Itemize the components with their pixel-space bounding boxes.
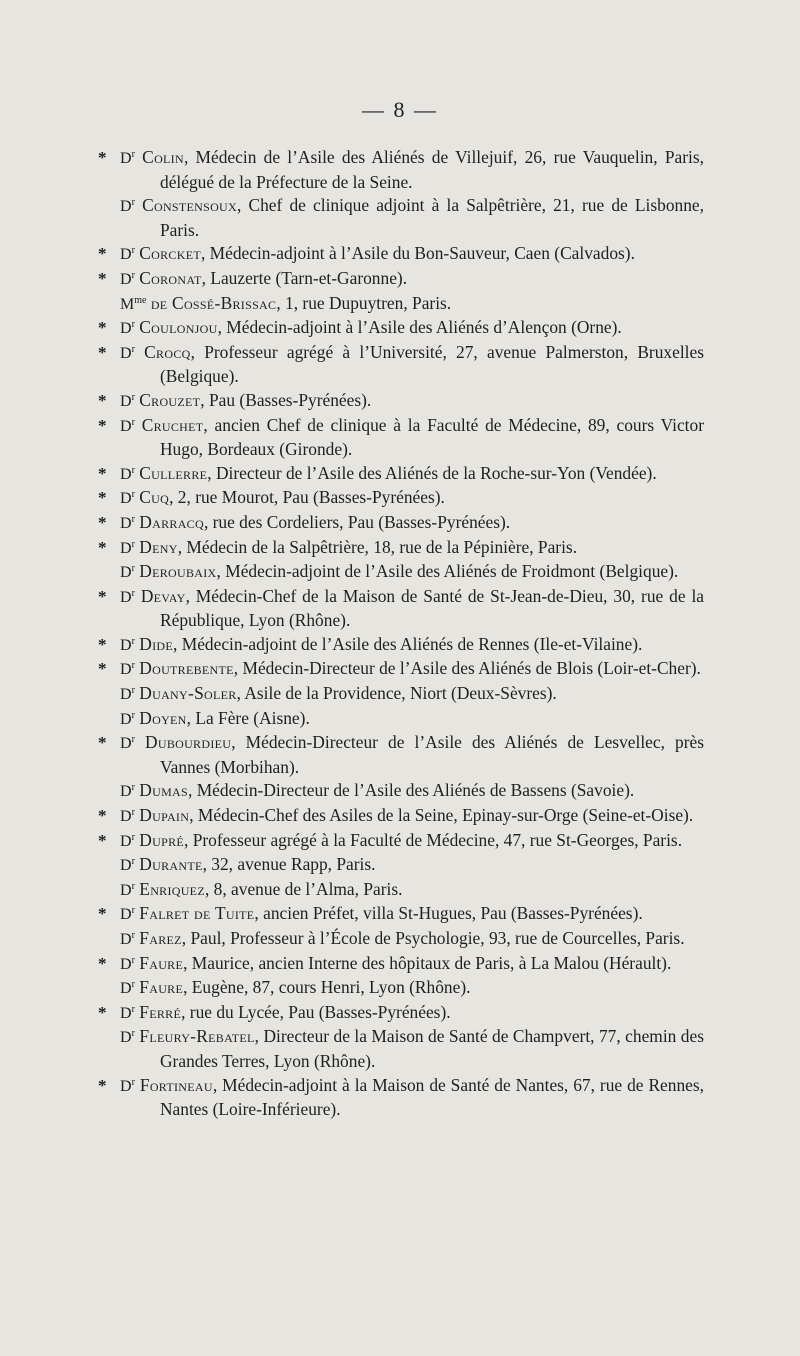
member-entry <box>98 194 704 242</box>
member-name: Duany-Soler <box>139 683 237 704</box>
member-entry <box>98 976 704 1001</box>
member-entry <box>98 1001 704 1026</box>
member-title: $D^r$ <box>120 391 135 410</box>
member-title: $D^r$ <box>120 1028 135 1047</box>
member-title: $D^r$ <box>120 538 135 557</box>
asterisk-mark: * <box>98 634 107 654</box>
member-title: $D^r$ <box>120 489 135 508</box>
member-name: Crocq <box>144 341 191 362</box>
member-title: $D^r$ <box>120 734 135 753</box>
member-title: $D^r$ <box>120 197 135 216</box>
member-details: , Médecin-Directeur de l’Asile des Aliénés de Blois (Loir-et-Cher). <box>233 658 701 679</box>
asterisk-mark: * <box>98 733 107 753</box>
asterisk-mark: * <box>98 830 107 850</box>
member-entry <box>98 952 704 977</box>
member-title: $D^r$ <box>120 709 135 728</box>
member-title: $D^r$ <box>120 1003 135 1022</box>
asterisk-mark: * <box>98 463 107 483</box>
member-name: Coulonjou <box>139 317 218 338</box>
member-name: de Cossé-Brissac <box>150 292 277 313</box>
member-entry <box>98 560 704 585</box>
member-details: , Maurice, ancien Interne des hôpitaux de Paris, à La Malou (Hérault). <box>183 952 672 973</box>
member-title: $D^r$ <box>120 930 135 948</box>
member-details: , Médecin-adjoint à la Maison de Santé de Nantes, 67, rue de Rennes, Nantes (Loire-Inférieure). <box>160 1074 704 1120</box>
asterisk-mark: * <box>98 953 107 973</box>
asterisk-mark: * <box>98 318 107 338</box>
member-name: Farez <box>139 928 182 948</box>
member-details: , Médecin-Directeur de l’Asile des Aliénés de Lesvellec, près Vannes (Morbihan). <box>160 732 704 777</box>
member-entry <box>98 536 704 561</box>
member-details: , Médecin-Chef de la Maison de Santé de St-Jean-de-Dieu, 30, rue de la République, Lyon (Rhône). <box>160 585 704 631</box>
member-name: Dubourdieu <box>145 732 232 753</box>
member-title: $D^r$ <box>120 319 135 338</box>
asterisk-mark: * <box>98 244 107 264</box>
member-entry <box>98 1074 704 1122</box>
member-name: Darracq <box>139 511 204 532</box>
asterisk-mark: * <box>98 342 107 362</box>
member-name: Coronat <box>139 267 202 288</box>
member-details: , 32, avenue Rapp, Paris. <box>202 854 376 875</box>
member-entry <box>98 292 704 317</box>
member-title: $D^r$ <box>120 416 135 435</box>
member-entry <box>98 389 704 414</box>
member-name: Doyen <box>139 707 187 728</box>
member-name: Corcket <box>139 243 201 264</box>
asterisk-mark: * <box>98 904 107 924</box>
member-entry <box>98 414 704 462</box>
member-title: $D^r$ <box>120 905 135 924</box>
asterisk-mark: * <box>98 806 107 826</box>
member-entry <box>98 585 704 633</box>
member-entry <box>98 341 704 389</box>
member-entry <box>98 682 704 707</box>
member-name: Cruchet <box>141 414 204 435</box>
member-details: , Directeur de la Maison de Santé de Champvert, 77, chemin des Grandes Terres, Lyon (Rhône). <box>160 1026 704 1071</box>
member-details: , ancien Chef de clinique à la Faculté de Médecine, 89, cours Victor Hugo, Bordeaux (Gironde). <box>160 414 705 460</box>
member-details: , Lauzerte (Tarn-et-Garonne). <box>201 267 408 288</box>
member-name: Faure <box>139 977 184 998</box>
member-title: $D^r$ <box>120 880 135 899</box>
member-entry <box>98 486 704 511</box>
member-name: Faure <box>139 952 184 973</box>
member-name: Durante <box>139 854 203 875</box>
member-name: Falret de Tuite <box>139 903 255 924</box>
page-number: — 8 — <box>362 97 438 122</box>
member-entry <box>98 511 704 536</box>
member-details: , Médecin-adjoint de l’Asile des Aliénés de Rennes (Ile-et-Vilaine). <box>173 633 643 654</box>
asterisk-mark: * <box>98 390 107 410</box>
member-title: $D^r$ <box>120 979 135 998</box>
member-details: , La Fère (Aisne). <box>186 707 310 728</box>
asterisk-mark: * <box>98 537 107 557</box>
member-details: , Eugène, 87, cours Henri, Lyon (Rhône). <box>183 977 471 998</box>
member-name: Ferré <box>139 1001 182 1022</box>
member-details: , Médecin-adjoint à l’Asile des Aliénés d’Alençon (Orne). <box>217 317 622 338</box>
member-title: $D^r$ <box>120 245 135 264</box>
member-details: , Professeur agrégé à l’Université, 27, avenue Palmerston, Bruxelles (Belgique). <box>160 341 704 387</box>
asterisk-mark: * <box>98 1002 107 1022</box>
member-details: , ancien Préfet, villa St-Hugues, Pau (Basses-Pyrénées). <box>254 903 643 924</box>
member-details: , Médecin de l’Asile des Aliénés de Villejuif, 26, rue Vauquelin, Paris, délégué de la Préfecture de la Seine. <box>160 147 704 192</box>
member-name: Colin <box>142 147 184 167</box>
member-name: Dide <box>139 633 174 654</box>
member-title: $D^r$ <box>120 269 135 288</box>
member-name: Fleury-Rebatel <box>139 1026 255 1047</box>
member-details: , Directeur de l’Asile des Aliénés de la Roche-sur-Yon (Vendée). <box>207 462 657 483</box>
member-title: $D^r$ <box>120 513 135 532</box>
member-title: $D^r$ <box>120 954 135 973</box>
member-details: , Médecin-adjoint de l’Asile des Aliénés de Froidmont (Belgique). <box>216 561 679 582</box>
member-title: $D^r$ <box>120 343 135 362</box>
member-entry <box>98 267 704 292</box>
asterisk-mark: * <box>98 268 107 288</box>
member-details: , Médecin-Chef des Asiles de la Seine, Epinay-sur-Orge (Seine-et-Oise). <box>189 805 694 826</box>
member-title: $D^r$ <box>120 660 135 679</box>
member-entry <box>98 829 704 854</box>
member-name: Devay <box>140 585 186 606</box>
member-name: Deny <box>139 536 178 557</box>
member-entry <box>98 657 704 682</box>
member-name: Constensoux <box>142 195 237 216</box>
member-details: , Paul, Professeur à l’École de Psychologie, 93, rue de Courcelles, Paris. <box>181 928 685 948</box>
member-entry <box>98 902 704 927</box>
member-entry <box>98 146 704 194</box>
member-list <box>98 146 704 1122</box>
member-details: , Pau (Basses-Pyrénées). <box>200 389 372 410</box>
asterisk-mark: * <box>98 512 107 532</box>
member-name: Fortineau <box>139 1074 213 1095</box>
member-entry <box>98 731 704 779</box>
member-name: Dumas <box>139 780 189 801</box>
member-entry <box>98 1025 704 1073</box>
member-details: , Asile de la Providence, Niort (Deux-Sèvres). <box>236 683 557 704</box>
member-details: , Médecin-Directeur de l’Asile des Aliénés de Bassens (Savoie). <box>188 780 635 801</box>
member-title: $D^r$ <box>120 831 135 850</box>
member-name: Dupain <box>139 805 190 826</box>
asterisk-mark: * <box>98 586 107 606</box>
member-entry <box>98 316 704 341</box>
member-name: Enriquez <box>139 878 205 899</box>
member-name: Crouzet <box>139 389 201 410</box>
member-details: , Médecin de la Salpêtrière, 18, rue de la Pépinière, Paris. <box>177 536 578 557</box>
member-title: $D^r$ <box>120 635 135 654</box>
member-details: , 8, avenue de l’Alma, Paris. <box>204 878 403 899</box>
member-entry <box>98 804 704 829</box>
member-title: $D^r$ <box>120 685 135 704</box>
member-details: , 2, rue Mourot, Pau (Basses-Pyrénées). <box>169 487 445 508</box>
asterisk-mark: * <box>98 415 107 435</box>
asterisk-mark: * <box>98 488 107 508</box>
member-title: $D^r$ <box>120 782 135 801</box>
member-title: $D^r$ <box>120 149 135 167</box>
member-title: $D^r$ <box>120 1076 135 1095</box>
member-entry <box>98 462 704 487</box>
member-details: , Médecin-adjoint à l’Asile du Bon-Sauveur, Caen (Calvados). <box>200 243 635 264</box>
member-details: , 1, rue Dupuytren, Paris. <box>276 292 452 313</box>
member-entry <box>98 242 704 267</box>
member-title: $M^{me}$ <box>120 294 147 313</box>
member-name: Cullerre <box>139 462 208 483</box>
member-details: , rue des Cordeliers, Pau (Basses-Pyrénées). <box>203 511 511 532</box>
member-details: , rue du Lycée, Pau (Basses-Pyrénées). <box>181 1001 451 1022</box>
member-name: Deroubaix <box>139 561 217 582</box>
member-name: Doutrebente <box>139 658 234 679</box>
asterisk-mark: * <box>98 659 107 679</box>
member-title: $D^r$ <box>120 464 135 483</box>
member-entry <box>98 927 704 952</box>
member-details: , Chef de clinique adjoint à la Salpêtrière, 21, rue de Lisbonne, Paris. <box>160 195 704 240</box>
member-title: $D^r$ <box>120 856 135 875</box>
member-title: $D^r$ <box>120 807 135 826</box>
member-entry <box>98 779 704 804</box>
member-title: $D^r$ <box>120 563 135 582</box>
member-name: Dupré <box>139 829 184 850</box>
member-title: $D^r$ <box>120 587 135 606</box>
member-details: , Professeur agrégé à la Faculté de Médecine, 47, rue St-Georges, Paris. <box>184 829 683 850</box>
member-name: Cuq <box>139 487 170 508</box>
member-entry <box>98 878 704 903</box>
member-entry <box>98 707 704 732</box>
member-entry <box>98 853 704 878</box>
asterisk-mark: * <box>98 1075 107 1095</box>
member-entry <box>98 633 704 658</box>
asterisk-mark: * <box>98 148 107 167</box>
